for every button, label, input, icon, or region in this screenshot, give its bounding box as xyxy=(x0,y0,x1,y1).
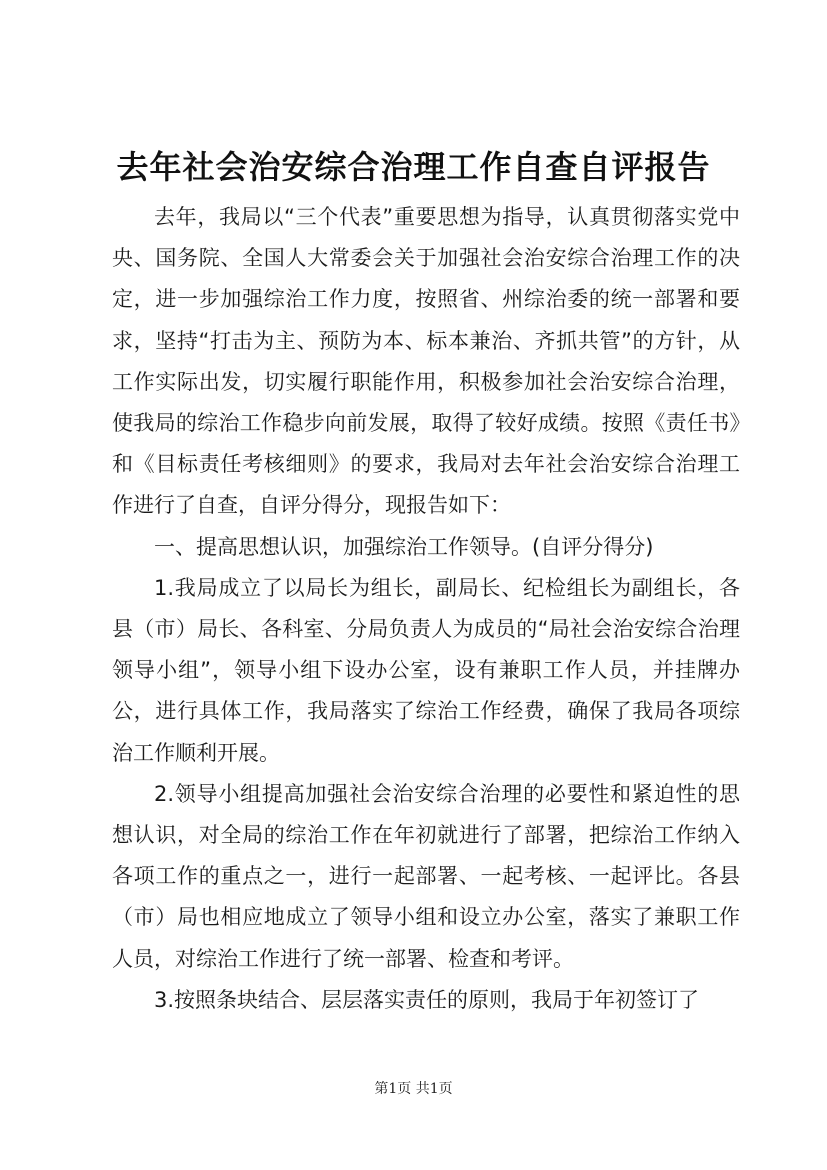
paragraph-item-3: 3.按照条块结合、层层落实责任的原则，我局于年初签订了 xyxy=(154,987,700,1012)
section-heading-1: 一、提高思想认识，加强综治工作领导。(自评分得分) xyxy=(154,534,654,559)
paragraph-item-1: 1.我局成立了以局长为组长，副局长、纪检组长为副组长，各县（市）局长、各科室、分局负责人为成员的“局社会治安综合治理领导小组”，领导小组下设办公室，设有兼职工作人员，并挂牌办公，进行具体工作，我局落实了综治工作经费，确保了我局各项综治工作顺利开展。 xyxy=(112,575,740,765)
paragraph-intro: 去年，我局以“三个代表”重要思想为指导，认真贯彻落实党中央、国务院、全国人大常委会关于加强社会治安综合治理工作的决定，进一步加强综治工作力度，按照省、州综治委的统一部署和要求，坚持“打击为主、预防为本、标本兼治、齐抓共管”的方针，从工作实际出发，切实履行职能作用，积极参加社会治安综合治理，使我局的综治工作稳步向前发展，取得了较好成绩。按照《责任书》和《目标责任考核细则》的要求，我局对去年社会治安综合治理工作进行了自查，自评分得分，现报告如下： xyxy=(112,205,740,518)
document-title: 去年社会治安综合治理工作自查自评报告 xyxy=(116,148,711,186)
document-body xyxy=(112,197,740,1021)
paragraph-item-2: 2.领导小组提高加强社会治安综合治理的必要性和紧迫性的思想认识，对全局的综治工作在年初就进行了部署，把综治工作纳入各项工作的重点之一，进行一起部署、一起考核、一起评比。各县（市）局也相应地成立了领导小组和设立办公室，落实了兼职工作人员，对综治工作进行了统一部署、检查和考评。 xyxy=(112,781,740,971)
page-footer: 第1页 共1页 xyxy=(374,1081,453,1097)
